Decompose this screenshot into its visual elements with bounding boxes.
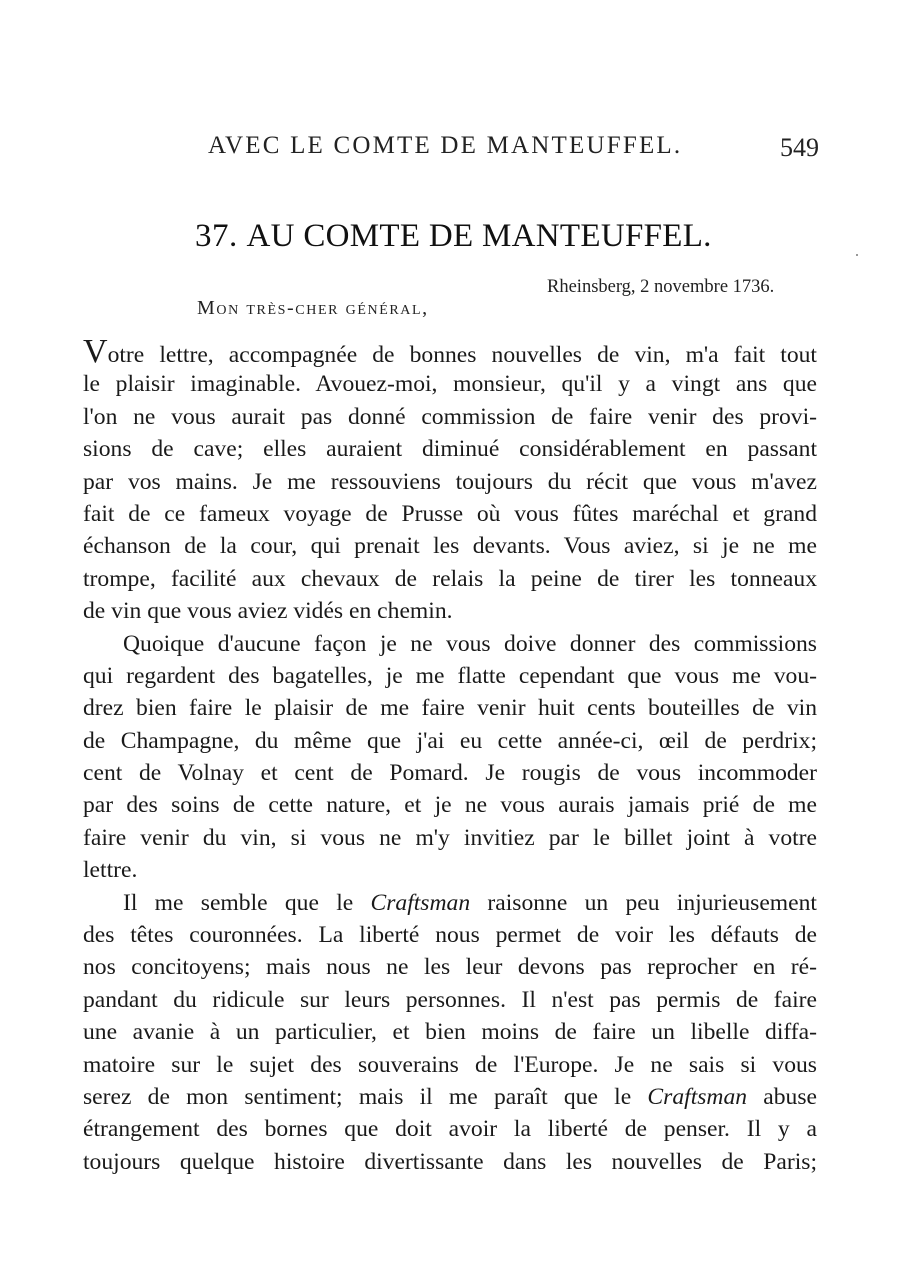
page-number: 549: [780, 133, 819, 162]
body-line: de vin que vous aviez vidés en chemin.: [83, 598, 453, 625]
body-line: matoire sur le sujet des souverains de l'Europe. Je ne sais si vous: [83, 1051, 817, 1078]
italic-title: Craftsman: [370, 889, 471, 916]
letter-recipient: AU COMTE DE MANTEUFFEL.: [246, 218, 712, 254]
body-line: une avanie à un particulier, et bien moins de faire un libelle diffa-: [83, 1019, 817, 1046]
body-line: des têtes couronnées. La liberté nous permet de voir les défauts de: [83, 922, 817, 949]
body-line: trompe, facilité aux chevaux de relais la peine de tirer les tonneaux: [83, 565, 817, 592]
letter-title: [195, 218, 712, 255]
body-line: cent de Volnay et cent de Pomard. Je rougis de vous incommoder: [83, 760, 817, 787]
body-line: l'on ne vous aurait pas donné commission de faire venir des provi-: [83, 403, 817, 430]
body-line: [83, 333, 817, 370]
body-line: toujours quelque histoire divertissante dans les nouvelles de Paris;: [83, 1148, 817, 1175]
body-line: le plaisir imaginable. Avouez-moi, monsieur, qu'il y a vingt ans que: [83, 371, 817, 398]
body-line: Quoique d'aucune façon je ne vous doive donner des commissions: [123, 630, 817, 657]
body-line: étrangement des bornes que doit avoir la liberté de penser. Il y a: [83, 1116, 817, 1143]
dateline: Rheinsberg, 2 novembre 1736.: [547, 277, 775, 297]
line-text: Il me semble que le: [123, 889, 371, 916]
letter-number: 37.: [195, 218, 238, 254]
body-line: fait de ce fameux voyage de Prusse où vous fûtes maréchal et grand: [83, 500, 817, 527]
body-line: pandant du ridicule sur leurs personnes. Il n'est pas permis de faire: [83, 986, 817, 1013]
drop-cap: V: [83, 333, 108, 370]
margin-speck: [856, 254, 858, 256]
body-line: par vos mains. Je me ressouviens toujours du récit que vous m'avez: [83, 468, 817, 495]
line-text: abuse: [747, 1083, 817, 1110]
body-line: qui regardent des bagatelles, je me flatte cependant que vous me vou-: [83, 662, 817, 689]
line-text: serez de mon sentiment; mais il me paraît que le: [83, 1083, 648, 1110]
body-line: drez bien faire le plaisir de me faire venir huit cents bouteilles de vin: [83, 695, 817, 722]
salutation: Mon très-cher général,: [197, 297, 429, 319]
body-line: lettre.: [83, 857, 138, 884]
body-line: sions de cave; elles auraient diminué considérablement en passant: [83, 436, 817, 463]
body-line: [83, 1081, 817, 1113]
line-text: raisonne un peu injurieusement: [470, 889, 817, 916]
running-head: AVEC LE COMTE DE MANTEUFFEL.: [208, 132, 683, 159]
body-line: faire venir du vin, si vous ne m'y invitiez par le billet joint à votre: [83, 824, 817, 851]
body-line: par des soins de cette nature, et je ne vous aurais jamais prié de me: [83, 792, 817, 819]
italic-title: Craftsman: [647, 1083, 748, 1110]
letter-body: [83, 333, 817, 1178]
body-line: échanson de la cour, qui prenait les devants. Vous aviez, si je ne me: [83, 533, 817, 560]
line-text: otre lettre, accompagnée de bonnes nouvelles de vin, m'a fait tout: [107, 342, 817, 368]
body-line: de Champagne, du même que j'ai eu cette année-ci, œil de perdrix;: [83, 727, 817, 754]
body-line: nos concitoyens; mais nous ne les leur devons pas reprocher en ré-: [83, 954, 817, 981]
body-line: [83, 887, 817, 919]
